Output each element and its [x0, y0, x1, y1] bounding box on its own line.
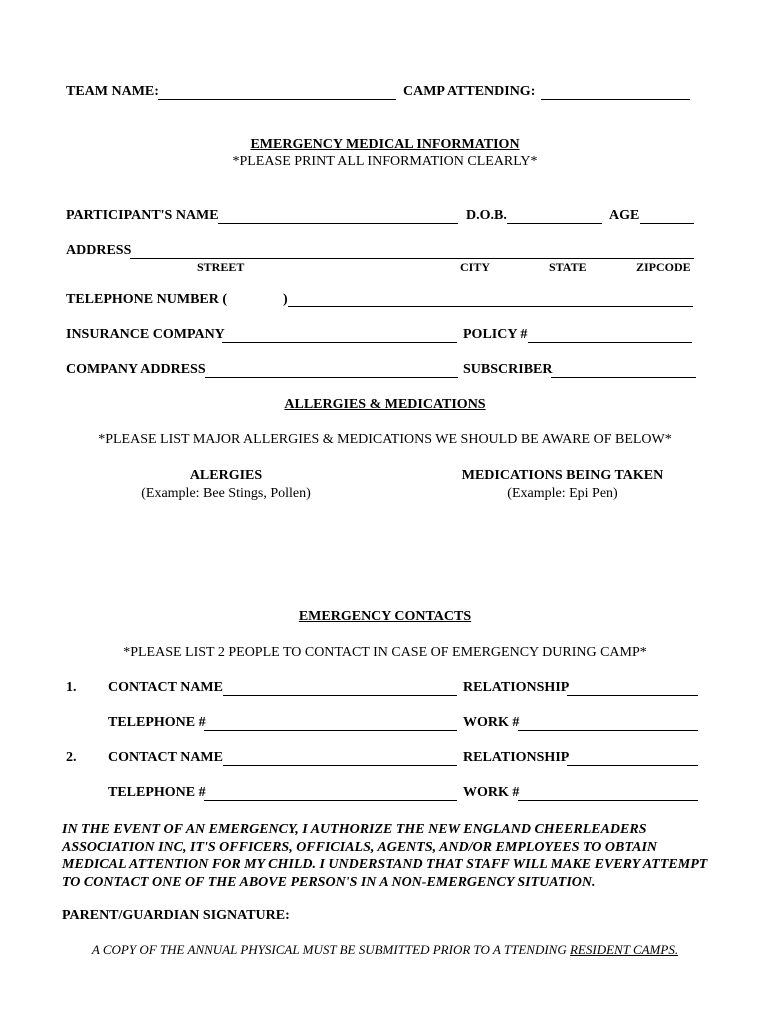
camp-attending-field[interactable] — [541, 99, 690, 100]
footer-note — [0, 942, 770, 958]
contact-number: 1. — [66, 680, 77, 695]
emergency-contacts-heading: EMERGENCY CONTACTS — [298, 609, 472, 624]
telephone-number-label: TELEPHONE NUMBER ( — [66, 292, 228, 307]
policy-field[interactable] — [528, 342, 692, 343]
age-label: AGE — [609, 208, 640, 223]
medications-label: MEDICATIONS BEING TAKEN — [461, 468, 664, 483]
relationship-label: RELATIONSHIP — [463, 680, 570, 695]
contact-telephone-field[interactable] — [204, 730, 457, 731]
age-field[interactable] — [640, 223, 694, 224]
contact-telephone-field[interactable] — [204, 800, 457, 801]
telephone-close-paren: ) — [283, 292, 288, 307]
authorization-statement: IN THE EVENT OF AN EMERGENCY, I AUTHORIZE THE NEW ENGLAND CHEERLEADERS ASSOCIATION INC, IT'S OFFICERS, OFFICIALS, AGENTS, AND/OR EMPLOYEES TO OBTAIN MEDICAL ATTENTION FOR MY CHILD. I UNDERSTAND THAT STAFF WILL MAKE EVERY ATTEMPT TO CONTACT ONE OF THE ABOVE PERSON'S IN A NON-EMERGENCY SITUATION. — [62, 822, 708, 890]
form-subtitle: *PLEASE PRINT ALL INFORMATION CLEARLY* — [232, 154, 538, 169]
company-address-label: COMPANY ADDRESS — [66, 362, 206, 377]
signature-label: PARENT/GUARDIAN SIGNATURE: — [62, 908, 290, 923]
subscriber-field[interactable] — [551, 377, 696, 378]
contacts-instruction: *PLEASE LIST 2 PEOPLE TO CONTACT IN CASE OF EMERGENCY DURING CAMP* — [123, 645, 647, 660]
contact-name-field[interactable] — [223, 695, 457, 696]
allergies-medications-heading: ALLERGIES & MEDICATIONS — [284, 397, 486, 412]
insurance-company-label: INSURANCE COMPANY — [66, 327, 225, 342]
street-caption: STREET — [197, 260, 245, 274]
allergies-entry-area[interactable] — [66, 508, 376, 600]
address-field[interactable] — [130, 258, 694, 259]
contact-number: 2. — [66, 750, 77, 765]
allergies-example: (Example: Bee Stings, Pollen) — [141, 486, 311, 501]
dob-label: D.O.B. — [466, 208, 507, 223]
medications-example: (Example: Epi Pen) — [507, 486, 618, 501]
contact-name-label: CONTACT NAME — [108, 680, 223, 695]
form-title: EMERGENCY MEDICAL INFORMATION — [250, 137, 520, 152]
zipcode-caption: ZIPCODE — [636, 260, 691, 274]
signature-field[interactable] — [290, 904, 695, 924]
work-field[interactable] — [518, 730, 698, 731]
participant-name-field[interactable] — [218, 223, 458, 224]
telephone-number-field[interactable] — [288, 306, 693, 307]
address-label: ADDRESS — [66, 243, 132, 258]
medications-entry-area[interactable] — [440, 508, 695, 600]
state-caption: STATE — [549, 260, 587, 274]
contact-name-label: CONTACT NAME — [108, 750, 223, 765]
company-address-field[interactable] — [205, 377, 458, 378]
work-field[interactable] — [518, 800, 698, 801]
participant-name-label: PARTICIPANT'S NAME — [66, 208, 219, 223]
allergies-label: ALERGIES — [189, 468, 263, 483]
relationship-field[interactable] — [567, 695, 698, 696]
team-name-label: TEAM NAME: — [66, 84, 159, 99]
work-label: WORK # — [463, 715, 520, 730]
allergies-instruction: *PLEASE LIST MAJOR ALLERGIES & MEDICATIONS WE SHOULD BE AWARE OF BELOW* — [98, 432, 672, 447]
relationship-field[interactable] — [567, 765, 698, 766]
contact-telephone-label: TELEPHONE # — [108, 785, 206, 800]
contact-telephone-label: TELEPHONE # — [108, 715, 206, 730]
team-name-field[interactable] — [158, 99, 396, 100]
contact-name-field[interactable] — [223, 765, 457, 766]
relationship-label: RELATIONSHIP — [463, 750, 570, 765]
subscriber-label: SUBSCRIBER — [463, 362, 553, 377]
dob-field[interactable] — [507, 223, 602, 224]
work-label: WORK # — [463, 785, 520, 800]
footer-note-text: A COPY OF THE ANNUAL PHYSICAL MUST BE SUBMITTED PRIOR TO A TTENDING — [91, 942, 570, 957]
policy-label: POLICY # — [463, 327, 528, 342]
resident-camps-text: RESIDENT CAMPS. — [569, 942, 679, 957]
city-caption: CITY — [460, 260, 491, 274]
insurance-company-field[interactable] — [222, 342, 457, 343]
camp-attending-label: CAMP ATTENDING: — [403, 84, 536, 99]
